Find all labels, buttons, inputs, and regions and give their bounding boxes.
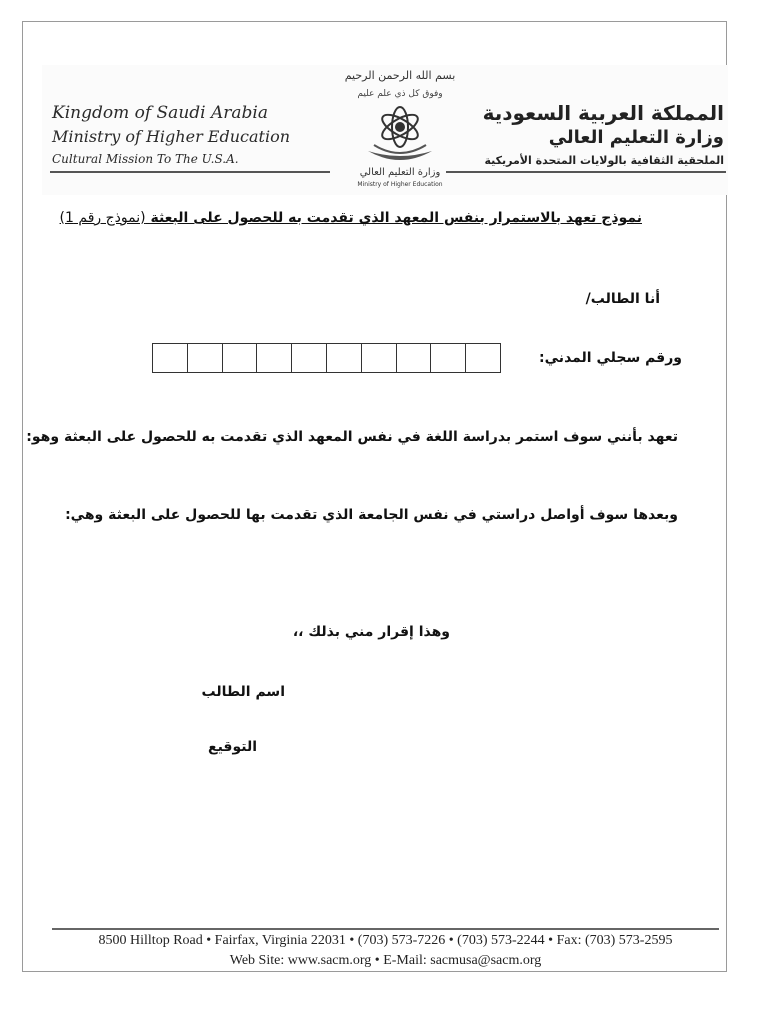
pledge-language-institute: تعهد بأنني سوف استمر بدراسة اللغة في نفس المعهد الذي تقدمت به للحصول على البعثة وهو: xyxy=(26,429,678,445)
civil-id-digit-box[interactable] xyxy=(188,344,223,372)
letterhead-rule-right xyxy=(446,171,726,173)
kingdom-name-en: Kingdom of Saudi Arabia xyxy=(52,103,268,123)
logo-ministry-ar: وزارة التعليم العالي xyxy=(359,167,441,178)
civil-id-boxes[interactable] xyxy=(152,343,501,373)
civil-id-label: ورقم سجلي المدني: xyxy=(539,350,682,366)
letterhead-english xyxy=(52,103,312,166)
atom-emblem-icon xyxy=(360,99,440,167)
form-title xyxy=(60,210,642,226)
student-label: أنا الطالب/ xyxy=(585,291,660,307)
logo-motto: وفوق كل ذي علم عليم xyxy=(357,89,443,99)
logo-bismillah: بسم الله الرحمن الرحيم xyxy=(344,69,456,82)
civil-id-digit-box[interactable] xyxy=(431,344,466,372)
form-number: (نموذج رقم 1) xyxy=(59,210,146,226)
pledge-university: وبعدها سوف أواصل دراستي في نفس الجامعة الذي تقدمت بها للحصول على البعثة وهي: xyxy=(65,507,678,523)
ministry-logo xyxy=(340,69,460,191)
civil-id-digit-box[interactable] xyxy=(327,344,362,372)
civil-id-digit-box[interactable] xyxy=(153,344,188,372)
civil-id-digit-box[interactable] xyxy=(466,344,500,372)
civil-id-digit-box[interactable] xyxy=(397,344,432,372)
ministry-name-ar: وزارة التعليم العالي xyxy=(548,127,724,148)
letterhead-rule-left xyxy=(50,171,330,173)
footer-rule xyxy=(52,928,719,930)
ministry-name-en: Ministry of Higher Education xyxy=(52,127,291,146)
civil-id-digit-box[interactable] xyxy=(223,344,258,372)
letterhead xyxy=(42,65,728,195)
mission-name-en: Cultural Mission To The U.S.A. xyxy=(52,152,239,166)
civil-id-digit-box[interactable] xyxy=(292,344,327,372)
footer-address: 8500 Hilltop Road • Fairfax, Virginia 22031 • (703) 573-7226 • (703) 573-2244 • Fax: (703) 573-2595 xyxy=(98,933,673,948)
kingdom-name-ar: المملكة العربية السعودية xyxy=(482,101,724,125)
signature-label: التوقيع xyxy=(208,739,257,755)
footer-contact: Web Site: www.sacm.org • E-Mail: sacmusa@sacm.org xyxy=(229,953,542,968)
student-name-label: اسم الطالب xyxy=(201,684,285,700)
form-title-text: نموذج تعهد بالاستمرار بنفس المعهد الذي تقدمت به للحصول على البعثة xyxy=(150,210,642,226)
mission-name-ar: الملحقية الثقافية بالولايات المتحدة الأمريكية xyxy=(484,154,724,167)
declaration-text: وهذا إقرار مني بذلك ،، xyxy=(292,624,450,640)
letterhead-arabic xyxy=(474,101,724,167)
civil-id-digit-box[interactable] xyxy=(362,344,397,372)
logo-ministry-en: Ministry of Higher Education xyxy=(357,181,443,188)
civil-id-digit-box[interactable] xyxy=(257,344,292,372)
